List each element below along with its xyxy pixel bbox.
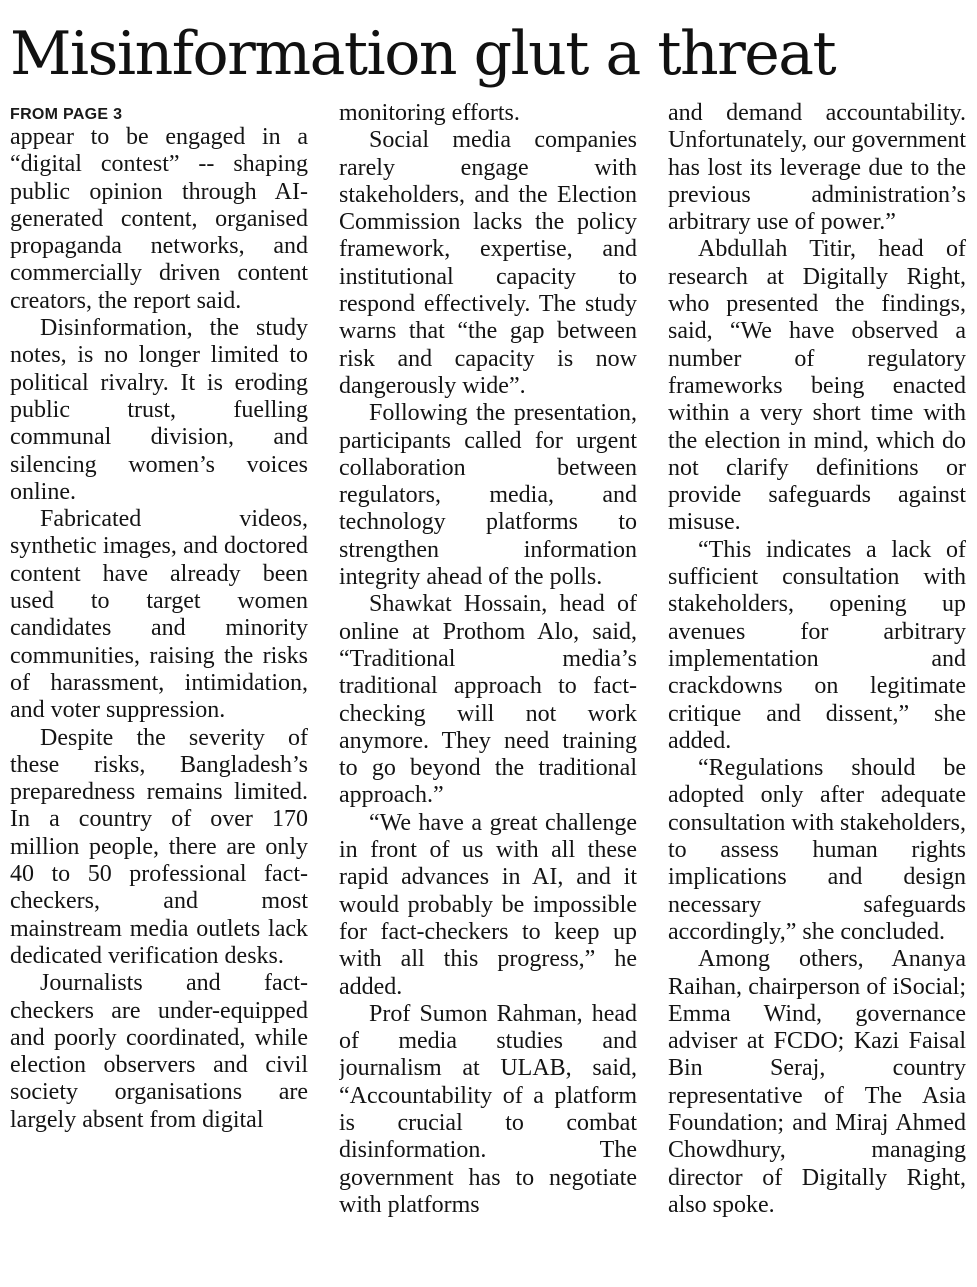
article-paragraph: Fabricated videos, synthetic images, and doctored content have already been used to target women candidates and minority communities, raising the risks of harassment, intimidation, and voter suppression. xyxy=(10,506,308,724)
article-paragraph: Social media companies rarely engage with stakeholders, and the Election Commission lacks the policy framework, expertise, and institutional capacity to respond effectively. The study warns that “the gap between risk and capacity is now dangerously wide”. xyxy=(339,127,637,399)
continued-from-label: FROM PAGE 3 xyxy=(10,106,123,123)
article-paragraph: appear to be engaged in a “digital contest” -- shaping public opinion through AI-generated content, organised propaganda networks, and commercially driven content creators, the report said. xyxy=(10,124,308,314)
article-paragraph: Despite the severity of these risks, Bangladesh’s preparedness remains limited. In a country of over 170 million people, there are only 40 to 50 professional fact-checkers, and most mainstream media outlets lack dedicated verification desks. xyxy=(10,724,308,969)
article-paragraph: “This indicates a lack of sufficient consultation with stakeholders, opening up avenues for arbitrary implementation and crackdowns on legitimate critique and dissent,” she added. xyxy=(668,536,966,754)
article-column-3 xyxy=(668,100,966,1287)
article-paragraph: “Regulations should be adopted only after adequate consultation with stakeholders, to assess human rights implications and design necessary safeguards accordingly,” she concluded. xyxy=(668,755,966,945)
article-paragraph: Prof Sumon Rahman, head of media studies and journalism at ULAB, said, “Accountability of a platform is crucial to combat disinformation. The government has to negotiate with platforms xyxy=(339,1000,637,1218)
article-headline: Misinformation glut a threat xyxy=(10,19,836,89)
article-paragraph: “We have a great challenge in front of us with all these rapid advances in AI, and it would probably be impossible for fact-checkers to keep up with all this progress,” he added. xyxy=(339,809,637,1000)
article-paragraph: Abdullah Titir, head of research at Digitally Right, who presented the findings, said, “We have observed a number of regulatory frameworks being enacted within a very short time with the election in mind, which do not clarify definitions or provide safeguards against misuse. xyxy=(668,236,966,536)
article-column-1 xyxy=(10,100,308,1287)
article-paragraph: Among others, Ananya Raihan, chairperson of iSocial; Emma Wind, governance adviser at FCDO; Kazi Faisal Bin Seraj, country representative of The Asia Foundation; and Miraj Ahmed Chowdhury, managing director of Digitally Right, also spoke. xyxy=(668,946,966,1218)
article-paragraph: Journalists and fact-checkers are under-equipped and poorly coordinated, while election observers and civil society organisations are largely absent from digital xyxy=(10,970,308,1133)
article-paragraph: monitoring efforts. xyxy=(339,100,520,126)
article-column-2 xyxy=(339,100,637,1287)
article-paragraph: and demand accountability. Unfortunately, our government has lost its leverage due to the previous administration’s arbitrary use of power.” xyxy=(668,100,966,236)
article-paragraph: Disinformation, the study notes, is no longer limited to political rivalry. It is eroding public trust, fuelling communal division, and silencing women’s voices online. xyxy=(10,315,308,505)
article-paragraph: Following the presentation, participants called for urgent collaboration between regulators, media, and technology platforms to strengthen information integrity ahead of the polls. xyxy=(339,400,637,591)
article-paragraph: Shawkat Hossain, head of online at Prothom Alo, said, “Traditional media’s traditional approach to fact-checking will not work anymore. They need training to go beyond the traditional approach.” xyxy=(339,591,637,809)
